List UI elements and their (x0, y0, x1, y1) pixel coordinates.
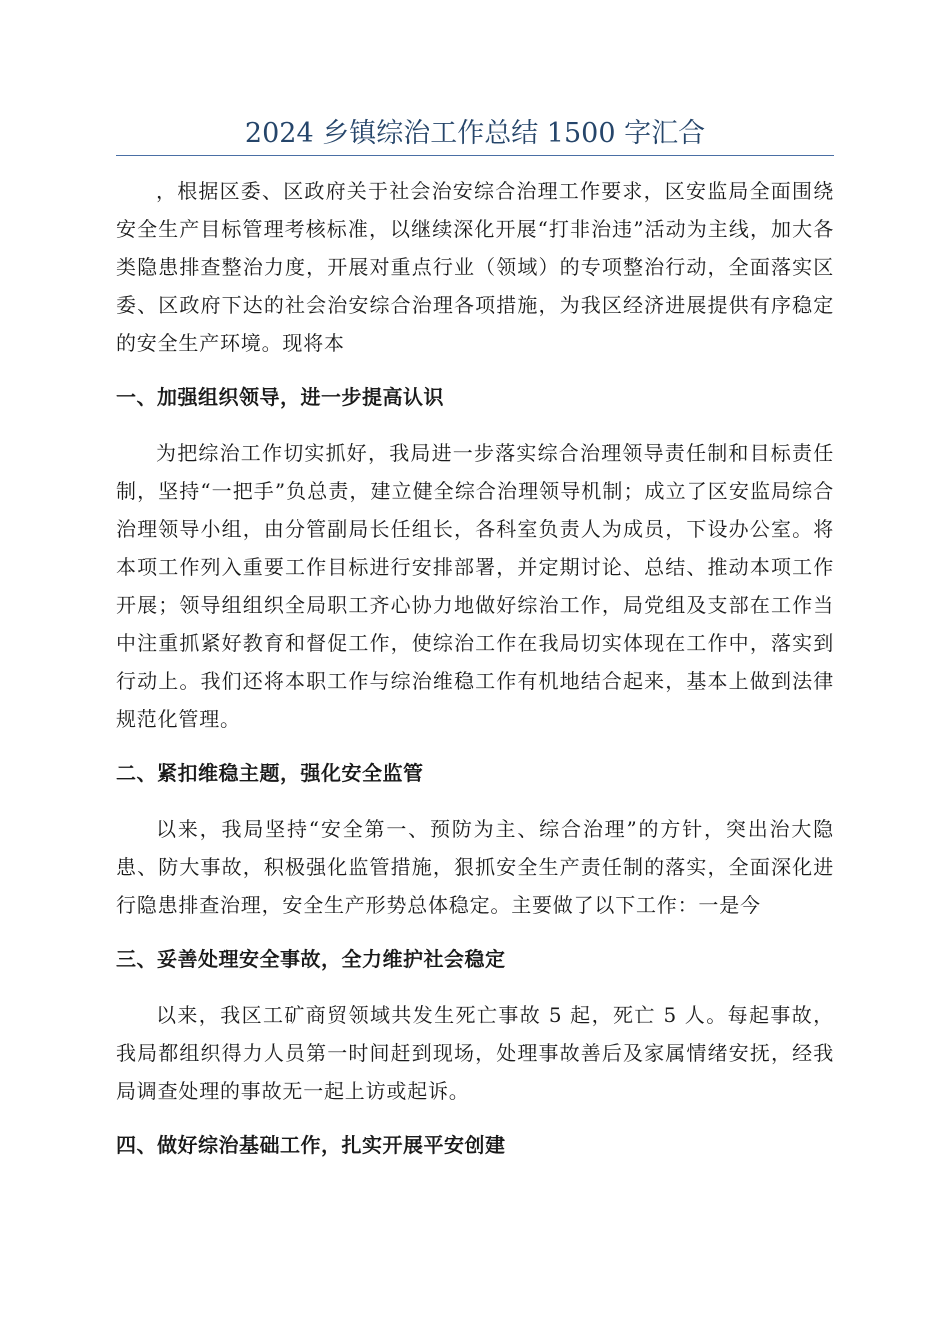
spacer (116, 416, 834, 434)
document-title: 2024 乡镇综治工作总结 1500 字汇合 (244, 118, 706, 149)
spacer (116, 924, 834, 940)
section-heading-1: 一、加强组织领导，进一步提高认识 (116, 385, 444, 409)
spacer (116, 792, 834, 810)
intro-paragraph: ，根据区委、区政府关于社会治安综合治理工作要求，区安监局全面围绕安全生产目标管理考核标准，以继续深化开展“打非治违”活动为主线，加大各类隐患排查整治力度，开展对重点行业（领域）的专项整治行动，全面落实区委、区政府下达的社会治安综合治理各项措施，为我区经济进展提供有序稳定的安全生产环境。现将本 (116, 179, 834, 355)
spacer (116, 978, 834, 996)
spacer (116, 1110, 834, 1126)
section-heading-2: 二、紧扣维稳主题，强化安全监管 (116, 761, 424, 785)
spacer (116, 738, 834, 754)
section-heading-3: 三、妥善处理安全事故，全力维护社会稳定 (116, 947, 506, 971)
section-paragraph-2: 以来，我局坚持“安全第一、预防为主、综合治理”的方针，突出治大隐患、防大事故，积极强化监管措施，狠抓安全生产责任制的落实，全面深化进行隐患排查治理，安全生产形势总体稳定。主要做了以下工作：一是今 (116, 817, 834, 917)
section-paragraph-1: 为把综治工作切实抓好，我局进一步落实综合治理领导责任制和目标责任制，坚持“一把手”负总责，建立健全综合治理领导机制；成立了区安监局综合治理领导小组，由分管副局长任组长，各科室负责人为成员，下设办公室。将本项工作列入重要工作目标进行安排部署，并定期讨论、总结、推动本项工作开展；领导组组织全局职工齐心协力地做好综治工作，局党组及支部在工作当中注重抓紧好教育和督促工作，使综治工作在我局切实体现在工作中，落实到行动上。我们还将本职工作与综治维稳工作有机地结合起来，基本上做到法律规范化管理。 (116, 441, 834, 731)
document-body (116, 172, 834, 1164)
section-paragraph-3: 以来，我区工矿商贸领域共发生死亡事故 5 起，死亡 5 人。每起事故，我局都组织得力人员第一时间赶到现场，处理事故善后及家属情绪安抚，经我局调查处理的事故无一起上访或起诉。 (116, 1003, 834, 1103)
title-underline (116, 155, 834, 156)
spacer (116, 362, 834, 378)
section-heading-4: 四、做好综治基础工作，扎实开展平安创建 (116, 1133, 506, 1157)
